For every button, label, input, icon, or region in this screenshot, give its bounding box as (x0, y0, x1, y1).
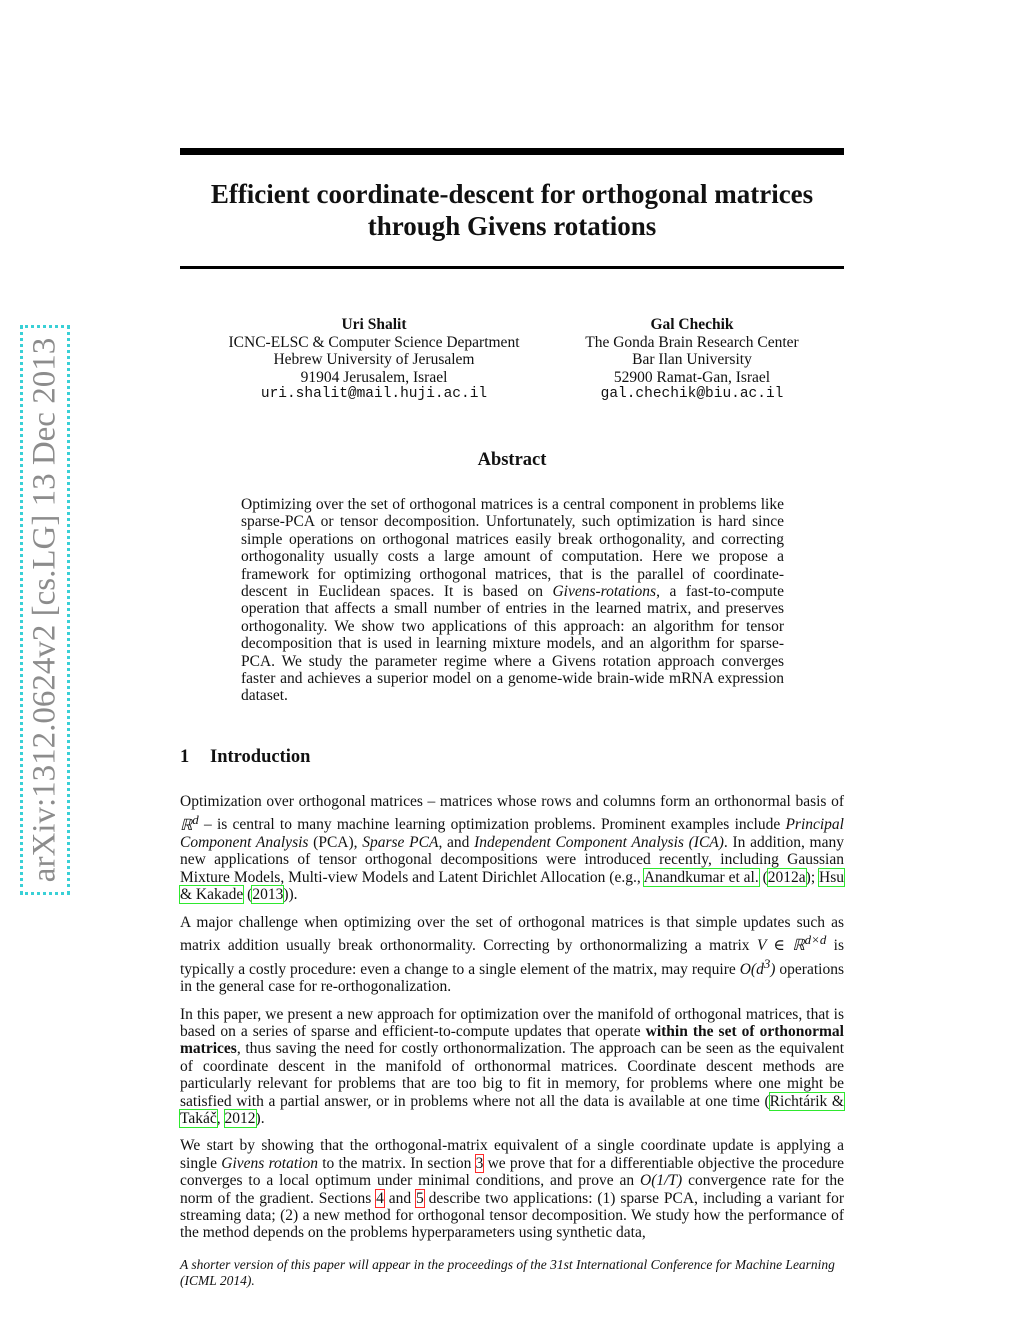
body-text (180, 793, 844, 1252)
section-ref-link[interactable]: 3 (475, 1154, 484, 1172)
title-top-rule (180, 148, 844, 155)
citation-link[interactable]: Richtárik & Takáč (180, 1092, 844, 1127)
author-email: gal.chechik@biu.ac.il (600, 386, 784, 402)
title-line-1: Efficient coordinate-descent for orthogonal matrices (210, 179, 814, 209)
author-email: uri.shalit@mail.huji.ac.il (260, 386, 488, 402)
citation-link[interactable]: Hsu & Kakade (180, 868, 845, 904)
abstract-text: Optimizing over the set of orthogonal matrices is a central component in problems like sparse-PCA or tensor decomposition. Unfortunately, such optimization is hard since simple operations on orthogonal matrices easily break orthogonality, and correcting orthogonality usually costs a large amount of computation. Here we propose a framework for optimizing orthogonal matrices, that is the parallel of coordinate-descent in Euclidean spaces. It is based on Givens-rotations, a fast-to-compute operation that affects a small number of entries in the learned matrix, and preserves orthogonality. We show two applications of this approach: an algorithm for tensor decomposition that is used in learning mixture models, and an algorithm for sparse-PCA. We study the parameter regime where a Givens rotation approach converges faster and achieves a superior model on a genome-wide brain-wide mRNA expression dataset. (241, 496, 784, 705)
paragraph-1: Optimization over orthogonal matrices – matrices whose rows and columns form an orthonormal basis of ℝ$^d$ – is central to many machine learning optimization problems. Prominent examples include Principal Component Analysis (PCA), Sparse PCA, and Independent Component Analysis (ICA). In addition, many new applications of tensor orthogonal decompositions were introduced recently, including Gaussian Mixture Models, Multi-view Models and Latent Dirichlet Allocation (e.g., Anandkumar et al. (2012a); Hsu & Kakade (2013)). (180, 793, 845, 904)
section-heading-introduction (180, 747, 310, 768)
abstract-heading: Abstract (477, 450, 547, 470)
section-number: 1 (180, 747, 190, 767)
math-inline: $O(d^3)$ (739, 955, 776, 978)
author-name: Uri Shalit (341, 316, 407, 333)
paper-title (180, 178, 844, 242)
title-bottom-rule (180, 266, 844, 269)
footnote: A shorter version of this paper will appear in the proceedings of the 31st International Conference for Machine Learning (ICML 2014). (180, 1257, 835, 1288)
paragraph-3: In this paper, we present a new approach for optimization over the manifold of orthogonal matrices, that is based on a series of sparse and efficient-to-compute updates that operate within the set of orthonormal matrices, thus saving the need for costly orthonormalization. The approach can be seen as the equivalent of coordinate descent in the manifold of orthonormal matrices. Coordinate descent methods are particularly relevant for problems that are too big to fit in memory, for problems where one might be satisfied with a partial answer, or in problems where not all the data is available at one time (Richtárik & Takáč, 2012). (180, 1005, 844, 1127)
math-inline: O(1/T) (640, 1172, 683, 1190)
author-affiliation: Bar Ilan University (632, 351, 752, 368)
arxiv-stamp (20, 325, 70, 895)
arxiv-stamp-text: arXiv:1312.0624v2 [cs.LG] 13 Dec 2013 (26, 337, 63, 883)
math-inline: V ∈ ℝ$^{d\times d}$ (756, 932, 827, 955)
author-address: 52900 Ramat-Gan, Israel (613, 368, 771, 386)
title-line-2: through Givens rotations (367, 211, 657, 241)
section-title: Introduction (210, 747, 311, 767)
paragraph-2: A major challenge when optimizing over the set of orthogonal matrices is that simple updates such as matrix addition usually break orthonormality. Correcting by orthonormalizing a matrix V ∈ ℝ$^{d\times d}$ is typically a costly procedure: even a change to a single element of the matrix, may require $O(d^3)$ operations in the general case for re-orthogonalization. (180, 913, 845, 996)
citation-link[interactable]: 2012a (767, 868, 806, 886)
math-inline: ℝ$^d$ (180, 811, 199, 834)
author-name: Gal Chechik (650, 316, 734, 333)
author-block-1 (206, 316, 542, 404)
paragraph-4: We start by showing that the orthogonal-matrix equivalent of a single coordinate update is applying a single Givens rotation to the matrix. In section 3 we prove that for a differentiable objective the procedure converges to a local optimum under minimal conditions, and prove an O(1/T) convergence rate for the norm of the gradient. Sections 4 and 5 describe two applications: (1) sparse PCA, including a variant for streaming data; (2) a new method for orthogonal tensor decomposition. We study how the performance of the method depends on the problems hyperparameters using synthetic data, (180, 1137, 845, 1242)
citation-link[interactable]: 2013 (252, 886, 284, 904)
section-ref-link[interactable]: 4 (376, 1189, 384, 1207)
author-block-2 (562, 316, 822, 404)
author-affiliation: The Gonda Brain Research Center (585, 333, 799, 351)
author-affiliation: Hebrew University of Jerusalem (273, 351, 475, 368)
citation-link[interactable]: Anandkumar et al. (643, 868, 759, 886)
section-ref-link[interactable]: 5 (416, 1189, 424, 1207)
citation-link[interactable]: 2012 (224, 1109, 256, 1127)
author-affiliation: ICNC-ELSC & Computer Science Department (228, 333, 520, 351)
author-address: 91904 Jerusalem, Israel (300, 368, 448, 386)
